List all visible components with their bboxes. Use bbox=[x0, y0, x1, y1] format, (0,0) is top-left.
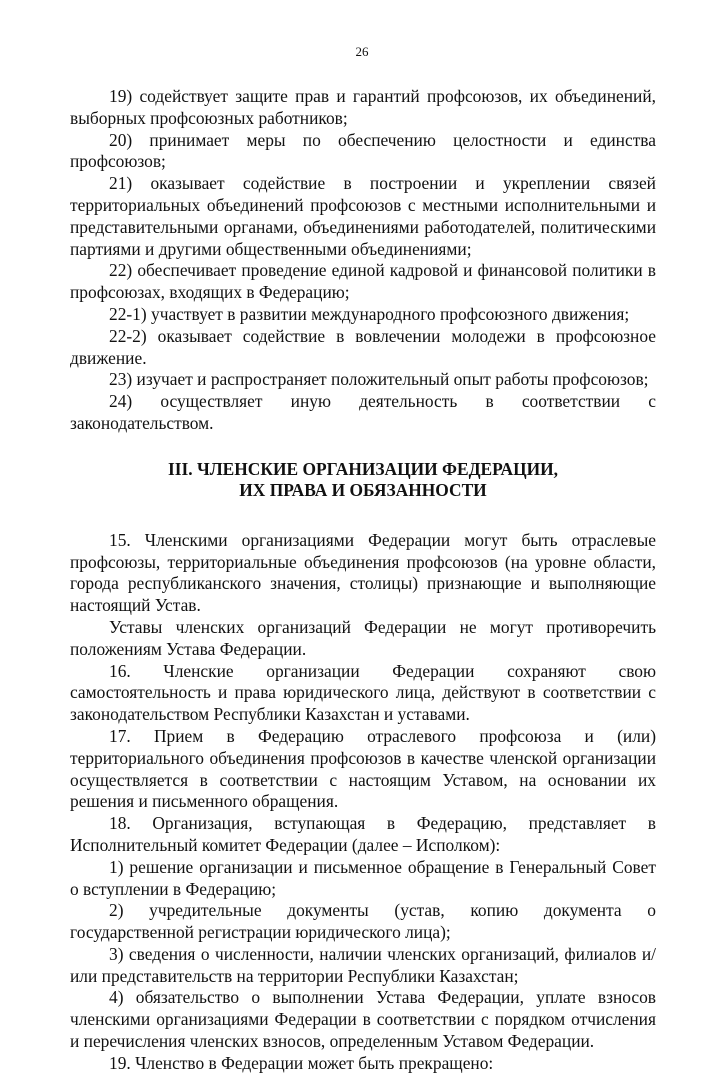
list-item-22-2: 22-2) оказывает содействие в вовлечении молодежи в профсоюзное движение. bbox=[70, 325, 656, 368]
paragraph-18-item-1: 1) решение организации и письменное обращение в Генеральный Совет о вступлении в Федерацию; bbox=[70, 856, 656, 899]
section-heading-line2: ИХ ПРАВА И ОБЯЗАННОСТИ bbox=[239, 479, 487, 500]
section-heading-line1: III. ЧЛЕНСКИЕ ОРГАНИЗАЦИИ ФЕДЕРАЦИИ, bbox=[167, 458, 559, 479]
paragraph-19: 19. Членство в Федерации может быть прекращено: bbox=[109, 1052, 494, 1073]
section-heading bbox=[70, 459, 656, 501]
list-item-24: 24) осуществляет иную деятельность в соответствии с законодательством. bbox=[70, 391, 656, 433]
document-body bbox=[70, 86, 656, 1075]
paragraph-18-item-3: 3) сведения о численности, наличии членских организаций, филиалов и/или представительств на территории Республики Казахстан; bbox=[70, 943, 656, 986]
list-item-20: 20) принимает меры по обеспечению целостности и единства профсоюзов; bbox=[70, 129, 656, 172]
paragraph-15: 15. Членскими организациями Федерации могут быть отраслевые профсоюзы, территориальные объединения профсоюзов (на уровне области, города республиканского значения, столицы) признающие и выполняющие настоящий Устав. bbox=[70, 529, 656, 616]
page-number: 26 bbox=[355, 44, 369, 59]
paragraph-18: 18. Организация, вступающая в Федерацию, представляет в Исполнительный комитет Федерации (далее – Исполком): bbox=[70, 813, 656, 855]
list-item-23: 23) изучает и распространяет положительный опыт работы профсоюзов; bbox=[109, 369, 649, 390]
list-item-22-1: 22-1) участвует в развитии международного профсоюзного движения; bbox=[109, 303, 630, 324]
list-item-22: 22) обеспечивает проведение единой кадровой и финансовой политики в профсоюзах, входящих в Федерацию; bbox=[70, 260, 656, 303]
paragraph-18-item-4: 4) обязательство о выполнении Устава Федерации, уплате взносов членскими организациями Федерации в соответствии с порядком отчисления и перечисления членских взносов, определенным Уставом Федерации. bbox=[70, 987, 656, 1052]
list-item-21: 21) оказывает содействие в построении и укреплении связей территориальных объединений профсоюзов с местными исполнительными и представительными органами, объединениями работодателей, политическими партиями и другими общественными объединениями; bbox=[70, 173, 656, 259]
paragraph-15-statutes: Уставы членских организаций Федерации не могут противоречить положениям Устава Федерации. bbox=[70, 616, 656, 659]
list-item-19: 19) содействует защите прав и гарантий профсоюзов, их объединений, выборных профсоюзных работников; bbox=[70, 86, 656, 128]
paragraph-16: 16. Членские организации Федерации сохраняют свою самостоятельность и права юридического лица, действуют в соответствии с законодательством Республики Казахстан и уставами. bbox=[70, 660, 656, 725]
paragraph-18-item-2: 2) учредительные документы (устав, копию документа о государственной регистрации юридического лица); bbox=[70, 900, 656, 943]
paragraph-17: 17. Прием в Федерацию отраслевого профсоюза и (или) территориального объединения профсоюзов в качестве членской организации осуществляется в соответствии с настоящим Уставом, на основании их решения и письменного обращения. bbox=[70, 725, 656, 812]
